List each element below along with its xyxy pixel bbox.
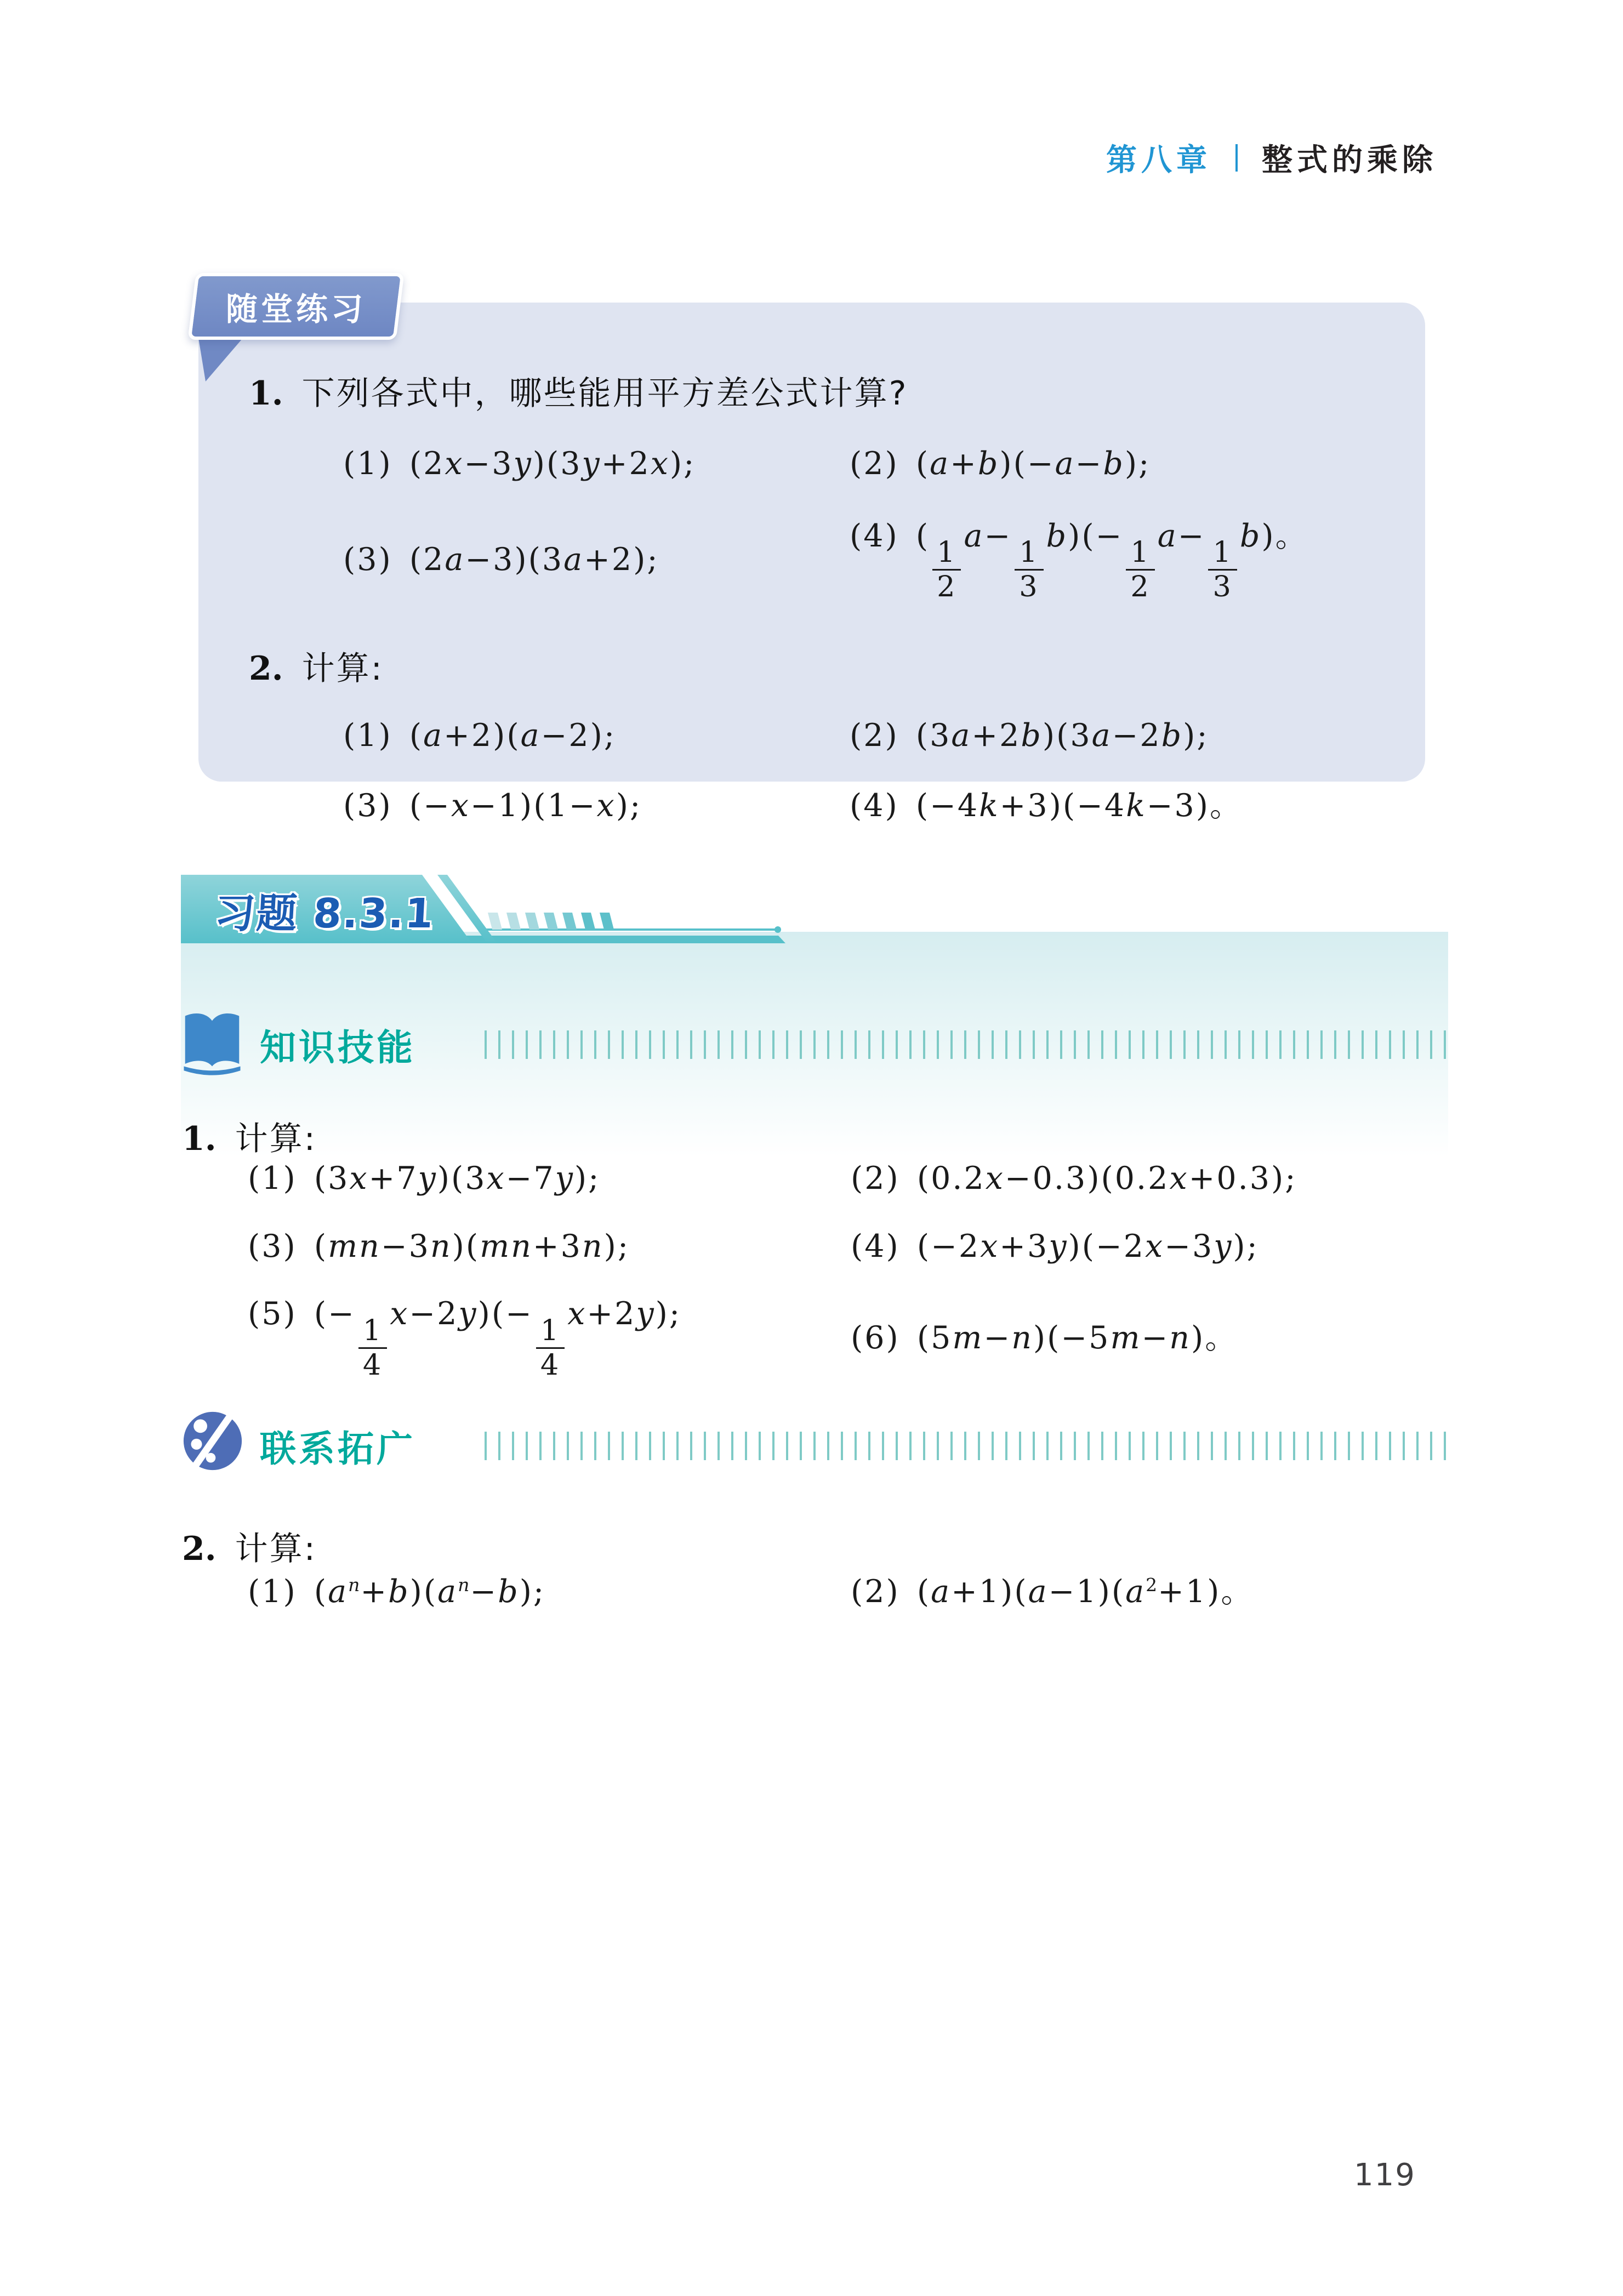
header-divider — [1235, 144, 1238, 172]
math-expression: (1) (3x+7y)(3x−7y); — [248, 1160, 601, 1197]
math-expression: (4) (−4k+3)(−4k−3)。 — [850, 788, 1243, 824]
section-title-extension: 联系拓广 — [260, 1428, 415, 1470]
dashed-ruler — [485, 1030, 1447, 1059]
classwork-question-1 — [249, 367, 1392, 414]
dashed-ruler — [485, 1432, 1447, 1460]
classwork-panel — [198, 303, 1425, 824]
classwork-question-2 — [249, 642, 1392, 690]
question-text: 计算: — [235, 1530, 317, 1568]
banner-line-dot — [775, 926, 781, 933]
classwork-q1-items — [343, 446, 1392, 602]
math-expression: (4) ( $\frac{1}{2}$ a− $\frac{1}{3}$ b)(− $\frac{1}{2}$ a− $\frac{1}{3}$ b)。 — [850, 517, 1308, 604]
chapter-header — [1106, 136, 1437, 180]
math-expression: (2) $(a+1)(a-1)(a^2+1)$。 — [851, 1574, 1254, 1610]
math-expression: (1) (2x−3y)(3y+2x); — [343, 446, 696, 482]
math-expression: (3) (mn−3n)(mn+3n); — [248, 1228, 630, 1264]
question-text: 下列各式中，哪些能用平方差公式计算? — [301, 374, 908, 413]
section-title-knowledge: 知识技能 — [260, 1027, 415, 1069]
math-expression: (3) (−x−1)(1−x); — [343, 788, 642, 824]
math-expression: (1) $(a^n+b)(a^n-b)$; — [248, 1574, 546, 1610]
classwork-q2-items — [343, 718, 1392, 824]
question-number: 2. — [182, 1530, 217, 1568]
math-expression: (2) (3a+2b)(3a−2b); — [850, 717, 1209, 754]
math-expression: (3) (2a−3)(3a+2); — [343, 542, 659, 578]
exercise-question-1 — [182, 1113, 317, 1160]
exercise-q1-items — [248, 1161, 1297, 1380]
banner-line — [480, 928, 776, 931]
exercise-q2-items — [248, 1574, 1254, 1610]
page-number: 119 — [1354, 2157, 1416, 2193]
question-text: 计算: — [235, 1120, 317, 1158]
math-expression: (1) (a+2)(a−2); — [343, 717, 617, 754]
palette-icon — [180, 1409, 245, 1473]
question-number: 2. — [249, 650, 283, 688]
chapter-title: 整式的乘除 — [1262, 143, 1437, 178]
question-text: 计算: — [301, 650, 384, 688]
math-expression: (2) (a+b)(−a−b); — [850, 446, 1151, 482]
math-expression: (4) (−2x+3y)(−2x−3y); — [851, 1228, 1259, 1264]
open-book-icon — [181, 1010, 243, 1078]
math-expression: (5) (− $\frac{1}{4}$ x−2y)(− $\frac{1}{4}$ x+2y); — [248, 1296, 682, 1382]
exercise-banner-title: 习题 8.3.1 — [213, 890, 436, 937]
exercise-question-2 — [182, 1523, 317, 1570]
chapter-number: 第八章 — [1106, 143, 1211, 178]
banner-dashes — [488, 913, 614, 930]
question-number: 1. — [182, 1120, 217, 1158]
question-number: 1. — [249, 374, 283, 413]
math-expression: (2) (0.2x−0.3)(0.2x+0.3); — [851, 1160, 1297, 1197]
classwork-tag — [188, 273, 405, 340]
math-expression: (6) (5m−n)(−5m−n)。 — [851, 1319, 1238, 1356]
classwork-tag-label: 随堂练习 — [225, 290, 366, 328]
